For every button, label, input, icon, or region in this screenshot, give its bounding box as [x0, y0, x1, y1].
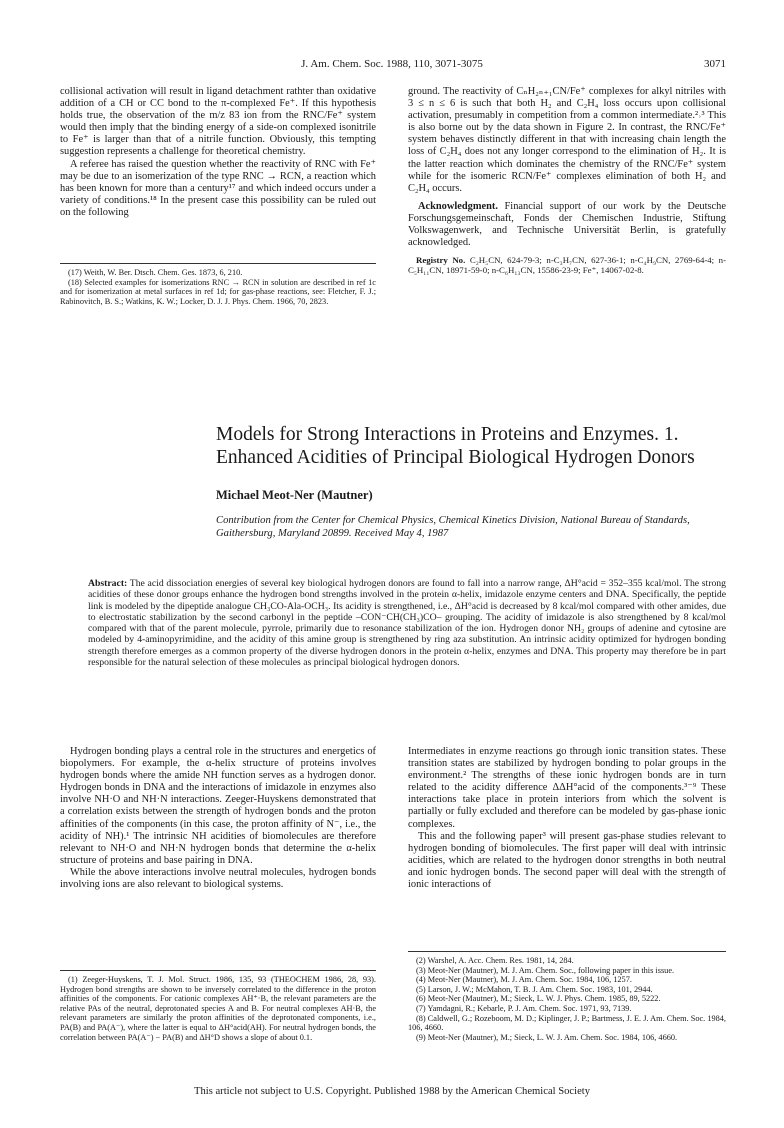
abstract-label: Abstract:	[88, 578, 128, 589]
footnote-rule	[60, 263, 376, 264]
footnote: (3) Meot-Ner (Mautner), M. J. Am. Chem. Soc., following paper in this issue.	[416, 965, 675, 975]
footnote: (5) Larson, J. W.; McMahon, T. B. J. Am. Chem. Soc. 1983, 101, 2944.	[416, 984, 653, 994]
acknowledgment-label: Acknowledgment.	[418, 200, 498, 212]
article-left-footnotes	[60, 975, 376, 1042]
body-paragraph: A referee has raised the question whether the reactivity of RNC with Fe⁺ may be due to an isomerization of the type RNC → RCN, a reaction which has been known for more than a century¹⁷ and which indeed occurs under a variety of conditions.¹⁸ In the present case this possibility can be ruled out on the following	[60, 158, 376, 218]
footnote: (9) Meot-Ner (Mautner), M.; Sieck, L. W. J. Am. Chem. Soc. 1984, 106, 4660.	[416, 1032, 678, 1042]
footnote: (18) Selected examples for isomerizations RNC → RCN in solution are described in ref 1c and for isomerization at metal surfaces in ref 1d; for gas-phase reactions, see: Fletcher, F. J.; Rabinovitch, B. S.; Watkins, K. W.; Locker, D. J. J. Phys. Chem. 1966, 70, 2823.	[60, 277, 376, 306]
footnote: (8) Caldwell, G.; Rozeboom, M. D.; Kiplinger, J. P.; Bartmess, J. E. J. Am. Chem. Soc. 1984, 106, 4660.	[408, 1013, 726, 1033]
body-paragraph: ground. The reactivity of CₙH₂ₙ₊₁CN/Fe⁺ complexes for alkyl nitriles with 3 ≤ n ≤ 6 is such that both H₂ and C₂H₄ loss occurs upon collisional activation, presumably in competition from a common intermediate.²˒³ This is also borne out by the data shown in Figure 2. In contrast, the RNC/Fe⁺ system behaves distinctly different in that with increasing chain length the loss of C₂H₄ does not any longer correspond to the elimination of H₂. It is the latter reaction which dominates the chemistry of the RNC/Fe⁺ system while for the isomeric RCN/Fe⁺ complexes elimination of both H₂ and C₂H₄ occurs.	[408, 86, 726, 194]
journal-citation: J. Am. Chem. Soc. 1988, 110, 3071-3075	[301, 58, 483, 70]
acknowledgment-text: Financial support of our work by the Deutsche Forschungsgemeinschaft, Fonds der Chemischen Industrie, Stiftung Volkswagenwerk, and Technische Universität Berlin, is gratefully acknowledged.	[408, 200, 726, 249]
footnote: (2) Warshel, A. Acc. Chem. Res. 1981, 14, 284.	[416, 956, 574, 965]
footnote-rule	[408, 951, 726, 952]
running-header	[0, 58, 784, 74]
author-affiliation: Contribution from the Center for Chemical Physics, Chemical Kinetics Division, National Bureau of Standards, Gaithersburg, Maryland 20899. Received May 4, 1987	[216, 515, 690, 539]
author-name: Michael Meot-Ner (Mautner)	[216, 488, 373, 502]
body-paragraph: collisional activation will result in ligand detachment rathter than oxidative addition of a CH or CC bond to the π-complexed Fe⁺. If this hypothesis holds true, the observation of the m/z 83 ion from the RNC/Fe⁺ system would then imply that the binding energy of a side-on complexed isonitrile to Fe⁺ is larger than that of a nitrile function. Obviously, this tempting suggestion represents a challenge for theoretical chemistry.	[60, 86, 376, 158]
body-paragraph: While the above interactions involve neutral molecules, hydrogen bonds involving ions are also relevant to biological systems.	[60, 866, 376, 891]
title-line-2: Enhanced Acidities of Principal Biological Hydrogen Donors	[216, 447, 695, 468]
body-paragraph: This and the following paper³ will present gas-phase studies relevant to hydrogen bonding of biomolecules. The first paper will deal with intrinsic acidities, which are related to the hydrogen donor strengths in both neutral and ionic hydrogen bonds. The second paper will deal with the strength of ionic interactions of	[408, 830, 726, 891]
copyright-notice: This article not subject to U.S. Copyright. Published 1988 by the American Chemical Society	[193, 1086, 591, 1097]
article-right-column	[408, 746, 726, 891]
prev-article-right-column	[408, 86, 726, 276]
body-paragraph: Intermediates in enzyme reactions go through ionic transition states. These transition states are stabilized by hydrogen bonding to polar groups in the environment.² The strengths of these ionic hydrogen bonds are in turn related to the acidity difference ΔΔH°acid of the components.³⁻⁹ These interactions take place in protein interiors from which the solvent is partially or fully excluded and therefore can be modeled by gas-phase ionic complexes.	[408, 746, 726, 830]
registry-numbers	[408, 255, 726, 275]
article-title	[216, 423, 736, 469]
acknowledgment	[408, 201, 726, 249]
article-right-footnotes	[408, 956, 726, 1042]
body-paragraph: Hydrogen bonding plays a central role in the structures and energetics of biopolymers. For example, the α-helix structure of proteins involves hydrogen bonds where the amide NH function serves as a hydrogen donor. Hydrogen bonds in DNA and the interactions of imidazole in enzymes also involve NH·O and NH·N interactions. Zeeger-Huyskens demonstrated that a correlation exists between the strength of hydrogen bonds and the proton affinities of the components (in this case, the proton affinity of N⁻, i.e., the acidity of NH).¹ The intrinsic NH acidities of biomolecules are therefore relevant to NH·O and NH·N hydrogen bonds that determine the α-helix structure of proteins and base pairing in DNA.	[60, 746, 376, 866]
footnote: (6) Meot-Ner (Mautner), M.; Sieck, L. W. J. Phys. Chem. 1985, 89, 5222.	[416, 994, 661, 1004]
prev-article-footnotes	[60, 268, 376, 306]
title-line-1: Models for Strong Interactions in Proteins and Enzymes. 1.	[216, 424, 679, 445]
article-left-column	[60, 746, 376, 891]
registry-text: C₂H₅CN, 624-79-3; n-C₃H₇CN, 627-36-1; n-C₄H₉CN, 2769-64-4; n-C₅H₁₁CN, 18971-59-0; n-C₆H₁₃CN, 15586-23-9; Fe⁺, 14067-02-8.	[408, 255, 727, 276]
footnote: (17) Weith, W. Ber. Dtsch. Chem. Ges. 1873, 6, 210.	[68, 268, 243, 277]
footnote-rule	[60, 970, 376, 971]
footnote: (7) Yamdagni, R.; Kebarle, P. J. Am. Chem. Soc. 1971, 93, 7139.	[416, 1003, 632, 1013]
footnote: (4) Meot-Ner (Mautner), M. J. Am. Chem. Soc. 1984, 106, 1257.	[416, 975, 632, 985]
page-number: 3071	[704, 58, 726, 70]
prev-article-left-column	[60, 86, 376, 219]
footnote: (1) Zeeger-Huyskens, T. J. Mol. Struct. 1986, 135, 93 (THEOCHEM 1986, 28, 93). Hydrogen bond strengths are shown to be inversely correlated to the difference in the proton affinities of the components. For cationic complexes AH⁺·B, the relevant parameters are the relative PAs of the neutral, deprotonated species A and B. For neutral complexes AH·B, the relevant parameters are similarly the proton affinities of the deprotonated components, i.e., PA(B) and PA(A⁻), where the latter is equal to ΔH°acid(AH). For neutral hydrogen bonds, the correlation between PA(A⁻) − PA(B) and ΔH°D shows a slope of about 0.1.	[60, 975, 376, 1042]
registry-label: Registry No.	[416, 255, 466, 266]
abstract	[88, 578, 726, 668]
abstract-text: The acid dissociation energies of several key biological hydrogen donors are found to fall into a narrow range, ΔH°acid = 352–355 kcal/mol. The strong acidities of these donor groups enhance the hydrogen bond strengths involved in the protein α-helix, imidazole enzyme centers and DNA. Specifically, the peptide link is modeled by the dipeptide analogue CH₃CO-Ala-OCH₃. Its acidity is strengthened, i.e., ΔH°acid is decreased by 8 kcal/mol compared with other amides, due to electrostatic stabilization by the second carbonyl in the peptide –CON⁻CH(CH₃)CO– grouping. The acidity of imidazole is also strengthened by 8 kcal/mol compared with that of the parent molecule, pyrrole, primarily due to resonance stabilization of the ion. Hydrogen donor NH₂ groups of adenine and cytosine are modeled by 4-aminopyrimidine, and the acidity of this amine group is strengthened by ring aza substitution. An intrinsic acidity optimized for hydrogen bonding strength therefore emerges as a common property of the diverse hydrogen donors in the protein α-helix, enzymes and DNA. This property may therefore be in part responsible for the natural selection of these molecules as principal biological hydrogen donors.	[88, 578, 726, 669]
